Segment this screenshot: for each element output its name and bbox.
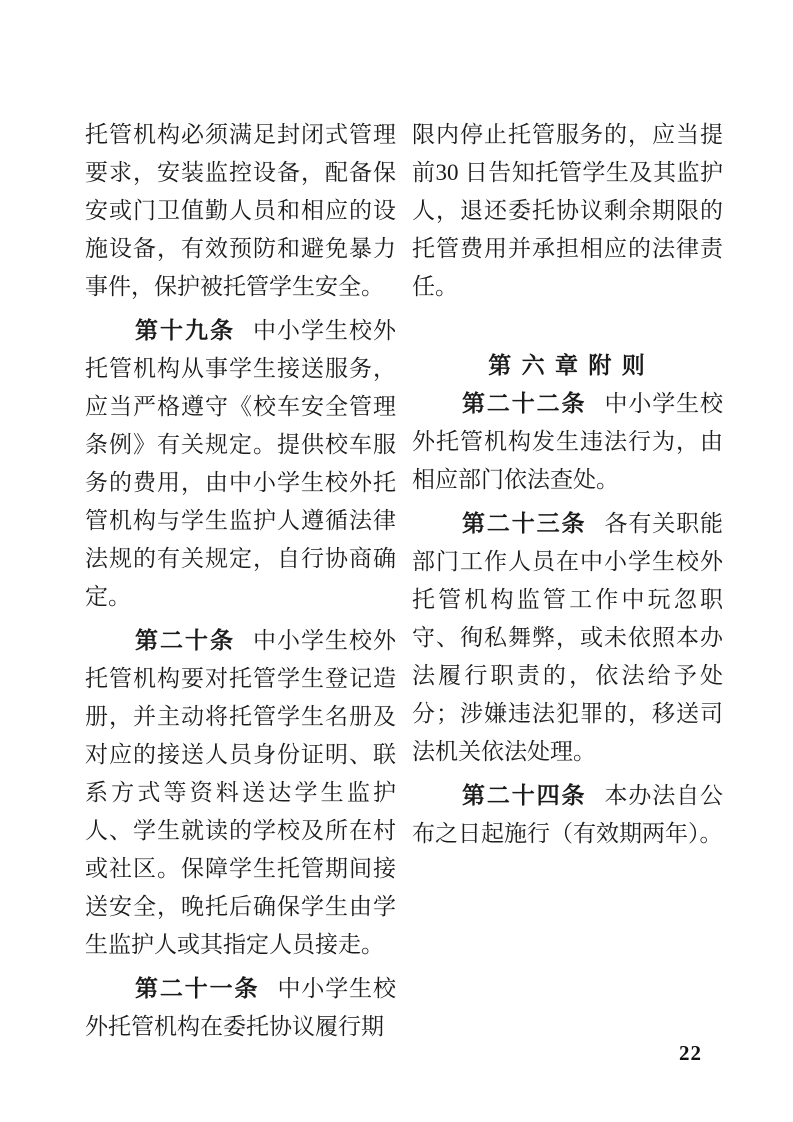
article-text: 本办法自公布之日起施行（有效期两年）。: [412, 783, 724, 846]
article-number: 第二十二条: [462, 390, 587, 416]
article-number: 第二十一条: [135, 975, 260, 1001]
paragraph-text: 限内停止托管服务的，应当提前30 日告知托管学生及其监护人，退还委托协议剩余期限的托管费用并承担相应的法律责任。: [412, 122, 723, 299]
article-21: [85, 969, 396, 1046]
article-text: 中小学生校外托管机构从事学生接送服务，应当严格遵守《校车安全管理条例》有关规定。提供校车服务的费用，由中小学生校外托管机构与学生监护人遵循法律法规的有关规定，自行协商确定。: [85, 318, 396, 609]
article-text: 中小学生校外托管机构在委托协议履行期: [85, 976, 397, 1039]
left-column: [85, 116, 396, 1051]
paragraph-text: 托管机构必须满足封闭式管理要求，安装监控设备，配备保安或门卫值勤人员和相应的设施设备，有效预防和避免暴力事件，保护被托管学生安全。: [85, 122, 396, 299]
article-23: [412, 504, 723, 771]
article-19: [85, 311, 396, 616]
chapter-heading: 第 六 章 附 则: [488, 352, 647, 378]
article-number: 第二十三条: [462, 510, 587, 536]
article-number: 第二十四条: [462, 782, 587, 808]
paragraph-continuation: [85, 116, 396, 306]
article-text: 中小学生校外托管机构要对托管学生登记造册，并主动将托管学生名册及对应的接送人员身份证明、联系方式等资料送达学生监护人、学生就读的学校及所在村或社区。保障学生托管期间接送安全，晚托后确保学生由学生监护人或其指定人员接走。: [85, 628, 396, 957]
paragraph-continuation: [412, 116, 723, 306]
article-20: [85, 621, 396, 964]
article-number: 第十九条: [135, 317, 235, 343]
right-column: [412, 116, 723, 1051]
page-number: 22: [679, 1041, 702, 1065]
article-text: 中小学生校外托管机构发生违法行为，由相应部门依法查处。: [412, 391, 724, 492]
article-text: 各有关职能部门工作人员在中小学生校外托管机构监管工作中玩忽职守、徇私舞弊，或未依照本办法履行职责的，依法给予处分；涉嫌违法犯罪的，移送司法机关依法处理。: [412, 511, 724, 764]
article-22: [412, 384, 723, 499]
article-number: 第二十条: [135, 627, 235, 653]
article-24: [412, 776, 723, 853]
